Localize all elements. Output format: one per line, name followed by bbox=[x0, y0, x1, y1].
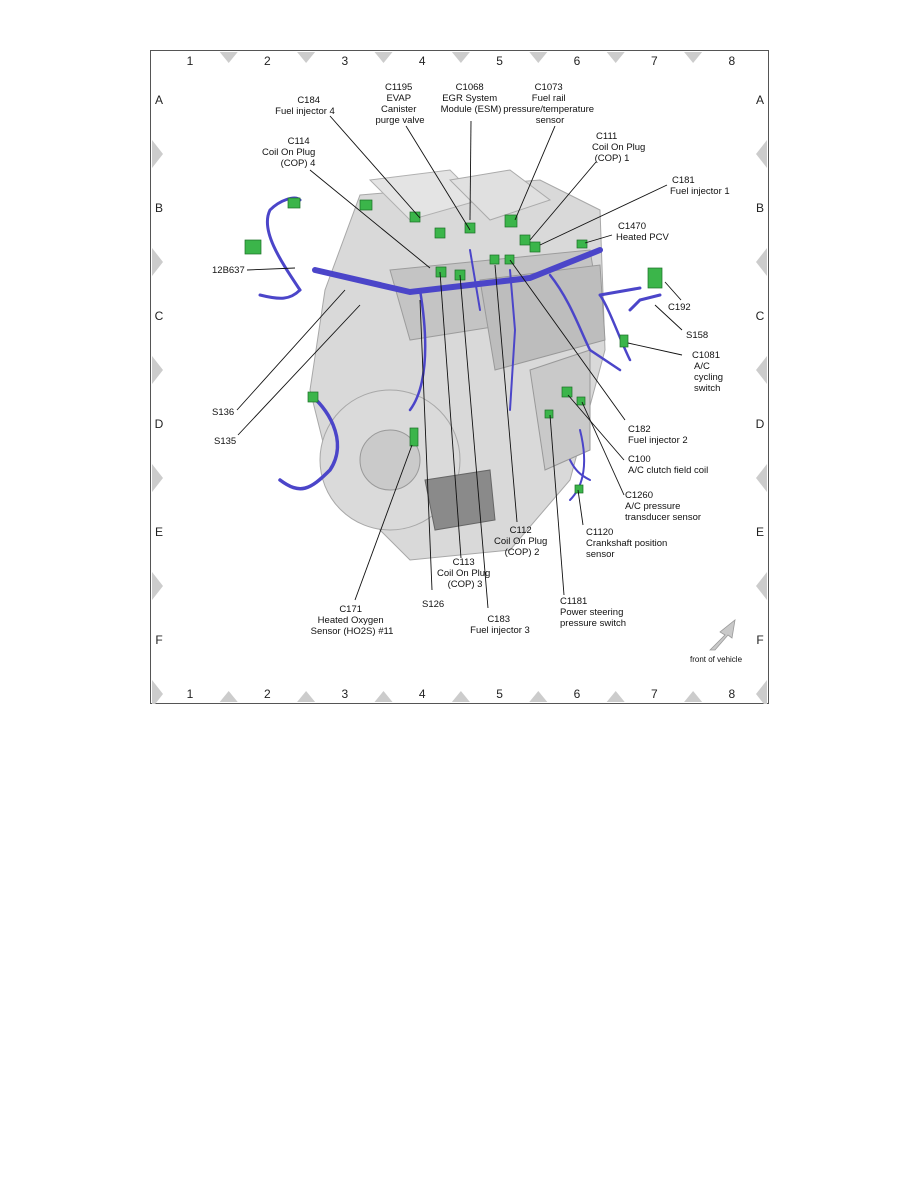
grid-triangle-bottom bbox=[452, 691, 470, 702]
grid-triangle-right bbox=[756, 572, 767, 600]
grid-row-right-E: E bbox=[755, 525, 765, 539]
grid-row-left-E: E bbox=[154, 525, 164, 539]
connector-c1073 bbox=[505, 215, 517, 227]
label-c1081: C1081 A/C cycling switch bbox=[692, 350, 724, 394]
grid-triangle-bottom bbox=[220, 691, 238, 702]
label-s158: S158 bbox=[686, 330, 709, 341]
connector-c192 bbox=[648, 268, 662, 288]
label-c112: C112 Coil On Plug (COP) 2 bbox=[494, 525, 548, 558]
grid-triangle-top bbox=[684, 52, 702, 63]
connector-c184 bbox=[410, 212, 420, 222]
grid-triangle-left bbox=[152, 680, 163, 704]
grid-triangle-top bbox=[452, 52, 470, 63]
engine-illustration bbox=[310, 170, 605, 560]
grid-row-right-A: A bbox=[755, 93, 765, 107]
grid-col-bottom-3: 3 bbox=[341, 687, 349, 701]
connector-c114 bbox=[288, 198, 300, 208]
connector-c1081 bbox=[620, 335, 628, 347]
label-c1181: C1181 Power steering pressure switch bbox=[560, 596, 626, 629]
grid-triangle-left bbox=[152, 248, 163, 276]
connector-c100 bbox=[562, 387, 572, 397]
grid-triangle-top bbox=[529, 52, 547, 63]
grid-triangle-bottom bbox=[297, 691, 315, 702]
label-c114: C114 Coil On Plug (COP) 4 bbox=[262, 136, 316, 169]
label-c1073: C1073 Fuel rail pressure/temperature sensor bbox=[503, 82, 595, 126]
connector-c1260 bbox=[577, 397, 585, 405]
connector-c171 bbox=[410, 428, 418, 446]
label-c1120: C1120 Crankshaft position sensor bbox=[586, 527, 668, 560]
grid-row-left-B: B bbox=[154, 201, 164, 215]
grid-triangle-bottom bbox=[684, 691, 702, 702]
grid-row-right-B: B bbox=[755, 201, 765, 215]
grid-triangle-top bbox=[297, 52, 315, 63]
connector-c113 bbox=[436, 267, 446, 277]
grid-triangle-right bbox=[756, 356, 767, 384]
label-c183: C183 Fuel injector 3 bbox=[470, 614, 530, 636]
grid-triangle-bottom bbox=[375, 691, 393, 702]
grid-triangle-top bbox=[220, 52, 238, 63]
grid-col-bottom-1: 1 bbox=[186, 687, 194, 701]
label-c192: C192 bbox=[668, 302, 691, 313]
grid-row-right-D: D bbox=[755, 417, 765, 431]
grid-col-bottom-5: 5 bbox=[496, 687, 503, 701]
grid-col-top-1: 1 bbox=[186, 54, 194, 68]
grid-col-bottom-2: 2 bbox=[264, 687, 271, 701]
grid-triangle-left bbox=[152, 140, 163, 168]
grid-row-right-F: F bbox=[756, 633, 764, 647]
connector-c182 bbox=[505, 255, 514, 264]
grid-col-top-8: 8 bbox=[728, 54, 736, 68]
front-arrow-icon bbox=[710, 620, 735, 650]
connector-c112 bbox=[490, 255, 499, 264]
grid-row-left-C: C bbox=[154, 309, 164, 323]
grid-triangle-right bbox=[756, 680, 767, 704]
grid-triangle-right bbox=[756, 464, 767, 492]
label-c182: C182 Fuel injector 2 bbox=[628, 424, 688, 446]
grid-triangle-top bbox=[375, 52, 393, 63]
grid-triangle-left bbox=[152, 572, 163, 600]
label-c181: C181 Fuel injector 1 bbox=[670, 175, 730, 197]
connector-c181 bbox=[530, 242, 540, 252]
grid-col-top-5: 5 bbox=[496, 54, 503, 68]
grid-col-bottom-8: 8 bbox=[728, 687, 736, 701]
label-c1260: C1260 A/C pressure transducer sensor bbox=[625, 490, 702, 523]
connector-c1181 bbox=[545, 410, 553, 418]
connector-c1195 bbox=[435, 228, 445, 238]
grid-triangle-left bbox=[152, 464, 163, 492]
grid-col-top-6: 6 bbox=[573, 54, 581, 68]
grid-col-top-7: 7 bbox=[651, 54, 658, 68]
connector-c111 bbox=[520, 235, 530, 245]
grid-row-left-D: D bbox=[154, 417, 164, 431]
label-c100: C100 A/C clutch field coil bbox=[628, 454, 709, 476]
grid-row-right-C: C bbox=[755, 309, 765, 323]
grid-row-left-A: A bbox=[154, 93, 164, 107]
grid-col-top-3: 3 bbox=[341, 54, 349, 68]
label-s135: S135 bbox=[214, 436, 237, 447]
connector-c1120 bbox=[575, 485, 583, 493]
label-12b637: 12B637 bbox=[212, 265, 245, 276]
grid-triangle-right bbox=[756, 140, 767, 168]
connector-c1470 bbox=[577, 240, 587, 248]
label-c1195: C1195 EVAP Canister purge valve bbox=[375, 82, 425, 126]
grid-col-top-4: 4 bbox=[418, 54, 426, 68]
grid-col-bottom-4: 4 bbox=[418, 687, 426, 701]
grid-col-top-2: 2 bbox=[264, 54, 271, 68]
grid-triangle-right bbox=[756, 248, 767, 276]
grid-col-bottom-7: 7 bbox=[651, 687, 658, 701]
label-c184: C184 Fuel injector 4 bbox=[275, 95, 335, 117]
label-c1470: C1470 Heated PCV bbox=[616, 221, 669, 243]
label-s136: S136 bbox=[212, 407, 235, 418]
label-s126: S126 bbox=[422, 599, 445, 610]
grid-col-bottom-6: 6 bbox=[573, 687, 581, 701]
label-c1068: C1068 EGR System Module (ESM) bbox=[440, 82, 502, 115]
grid-triangle-bottom bbox=[607, 691, 625, 702]
label-c111: C111 Coil On Plug (COP) 1 bbox=[592, 131, 646, 164]
grid-triangle-bottom bbox=[529, 691, 547, 702]
engine-wiring-diagram bbox=[150, 50, 769, 704]
label-c171: C171 Heated Oxygen Sensor (HO2S) #11 bbox=[310, 604, 394, 637]
front-of-vehicle-label: front of vehicle bbox=[690, 655, 743, 664]
grid-row-left-F: F bbox=[155, 633, 163, 647]
grid-triangle-left bbox=[152, 356, 163, 384]
grid-triangle-top bbox=[607, 52, 625, 63]
label-c113: C113 Coil On Plug (COP) 3 bbox=[437, 557, 491, 590]
connector-12b637 bbox=[245, 240, 261, 254]
front-of-vehicle-indicator bbox=[690, 620, 743, 664]
